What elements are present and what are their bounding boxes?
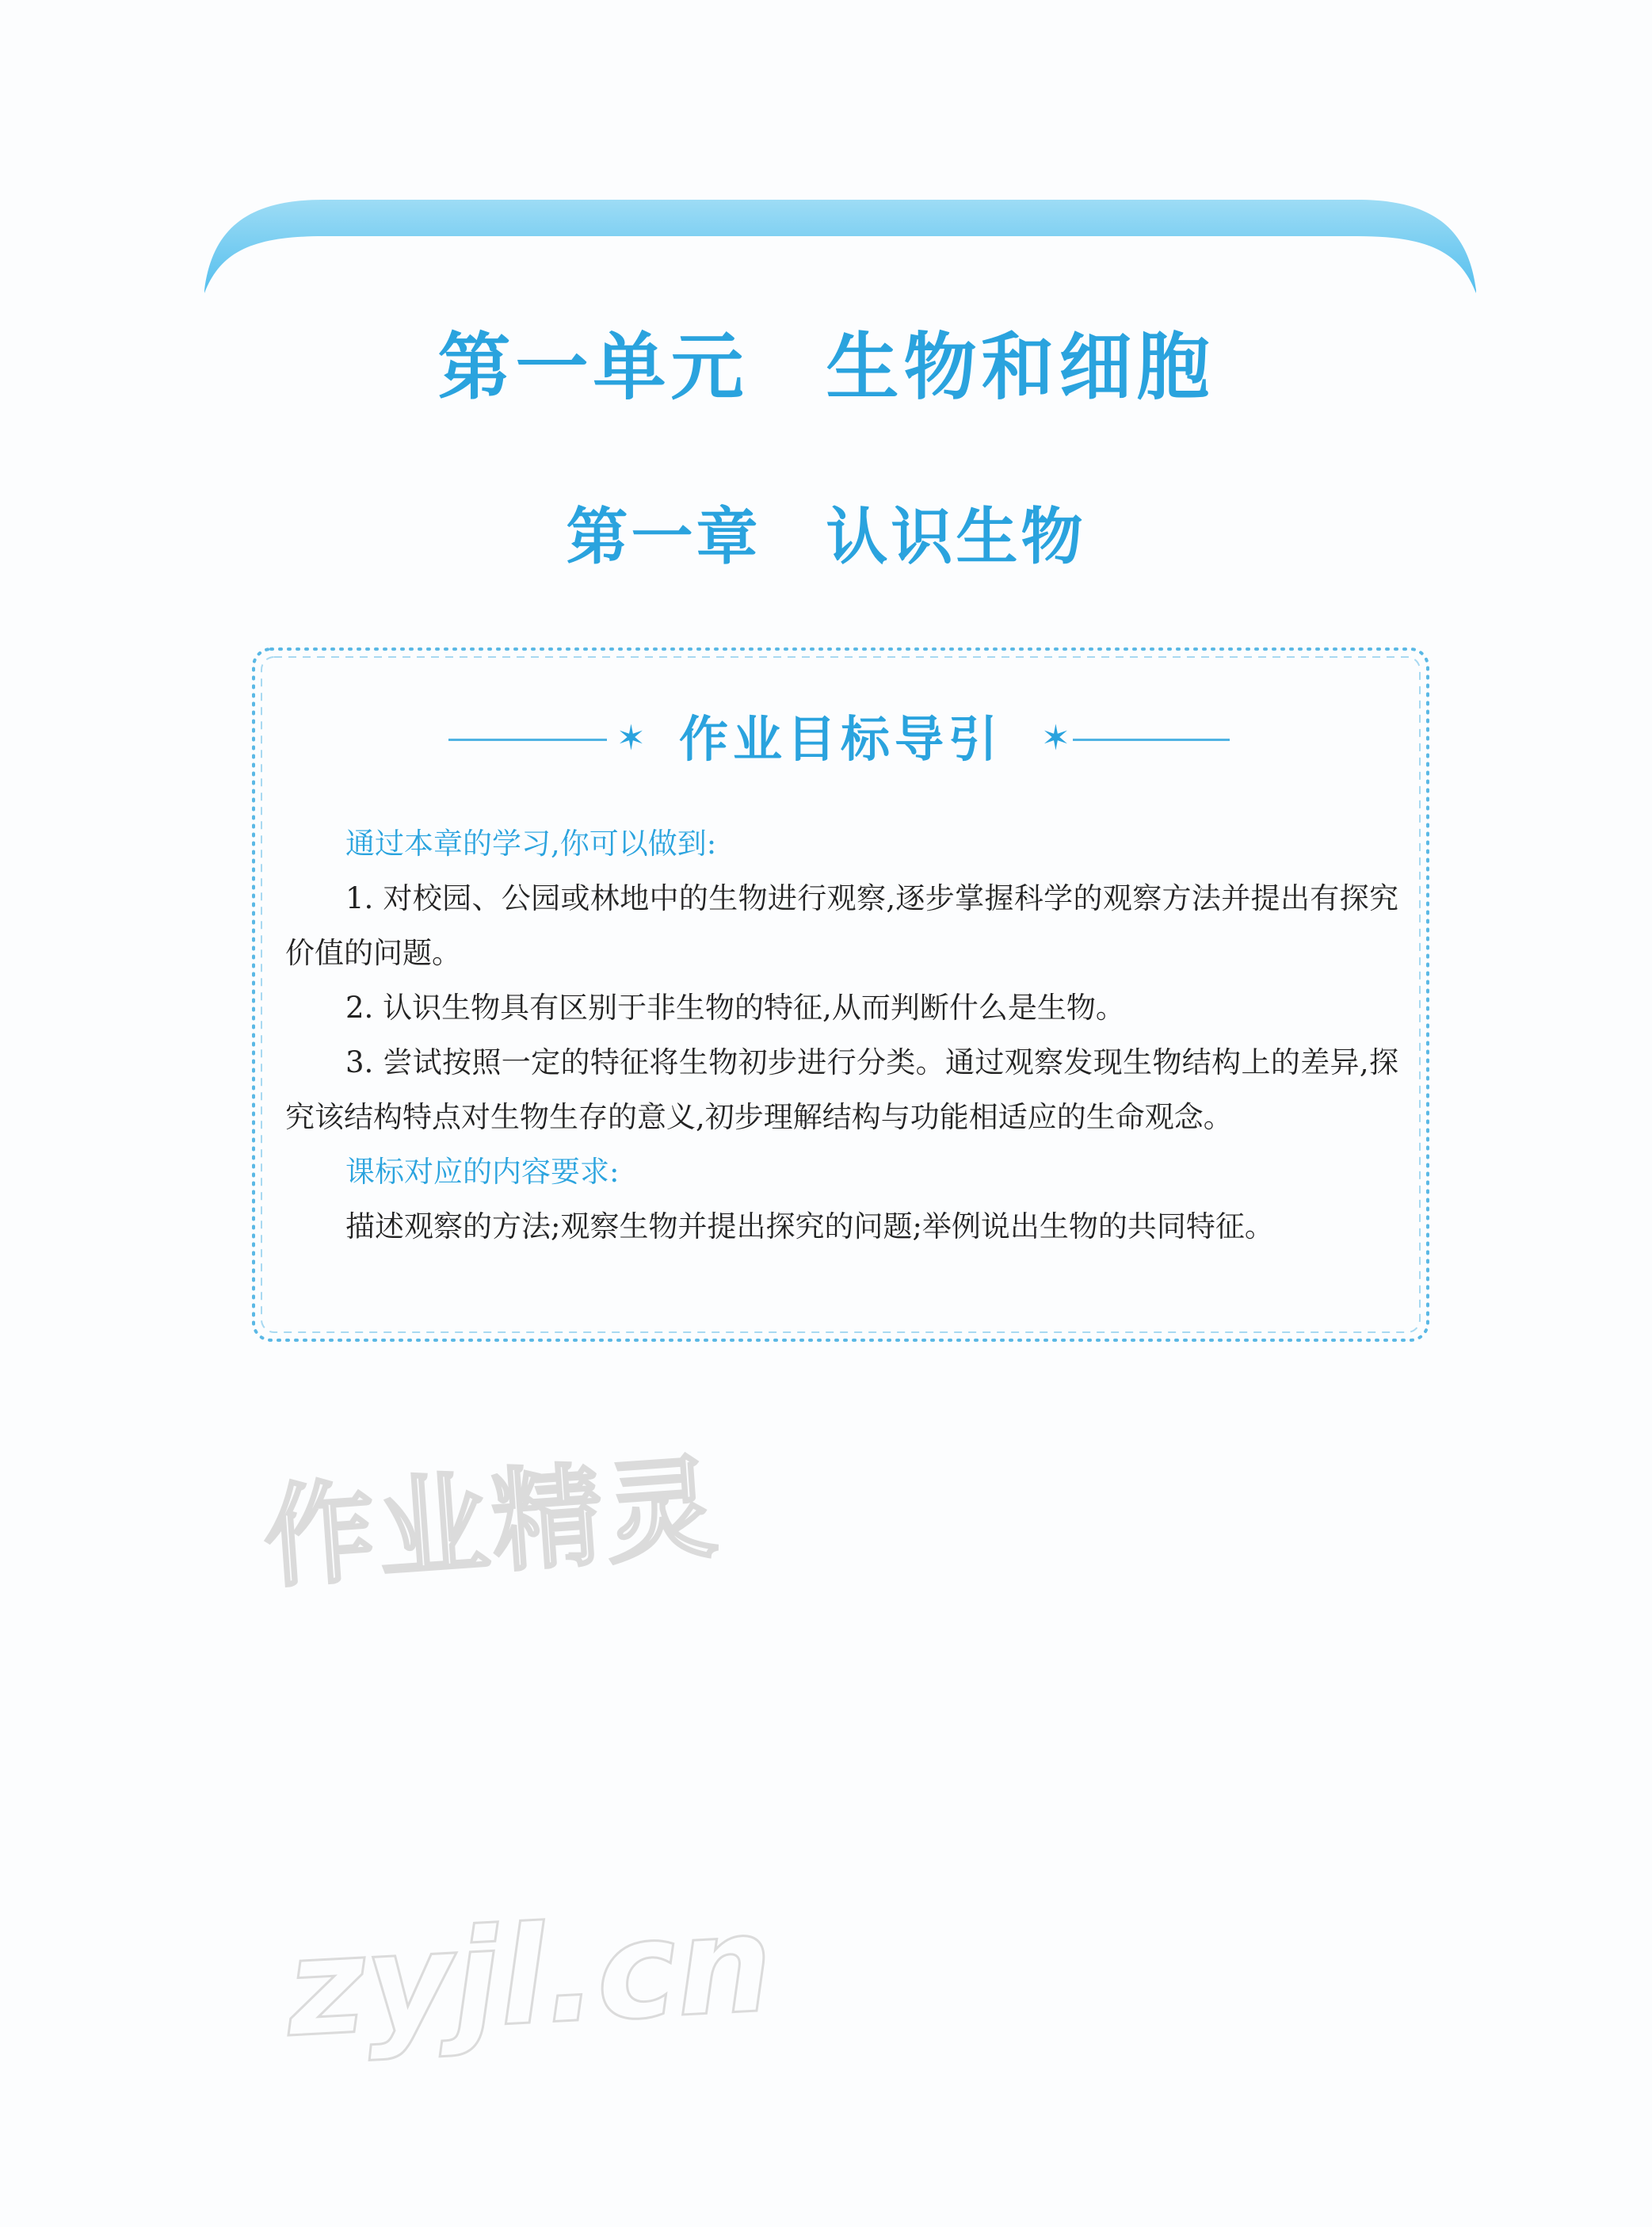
goal-box-heading xyxy=(250,700,1431,779)
goal-guide-box xyxy=(250,646,1431,1343)
goal-box-title: 作业目标导引 xyxy=(678,710,1002,768)
star-icon: ✶ xyxy=(1041,718,1070,758)
goal-item: 3. 尝试按照一定的特征将生物初步进行分类。通过观察发现生物结构上的差异,探究该结构特点对生物生存的意义,初步理解结构与功能相适应的生命观念。 xyxy=(285,1045,1398,1134)
goal-item: 2. 认识生物具有区别于非生物的特征,从而判断什么是生物。 xyxy=(345,991,1125,1025)
goal-item: 1. 对校园、公园或林地中的生物进行观察,逐步掌握科学的观察方法并提出有探究价值的问题。 xyxy=(285,881,1398,970)
chapter-title: 第一章 认识生物 xyxy=(566,501,1086,573)
unit-title: 第一单元 生物和细胞 xyxy=(437,325,1215,410)
standard-heading: 课标对应的内容要求: xyxy=(345,1155,620,1189)
header-arch-banner xyxy=(204,197,1476,300)
star-icon: ✶ xyxy=(616,718,646,758)
watermark-url: zyjl.cn xyxy=(283,1885,776,2068)
heading-rule-right xyxy=(1073,739,1230,741)
intro-heading: 通过本章的学习,你可以做到: xyxy=(345,827,717,861)
standard-text: 描述观察的方法;观察生物并提出探究的问题;举例说出生物的共同特征。 xyxy=(345,1209,1274,1243)
watermark-text: 作业精灵 xyxy=(259,1443,724,1604)
goal-box-content xyxy=(285,816,1398,1254)
